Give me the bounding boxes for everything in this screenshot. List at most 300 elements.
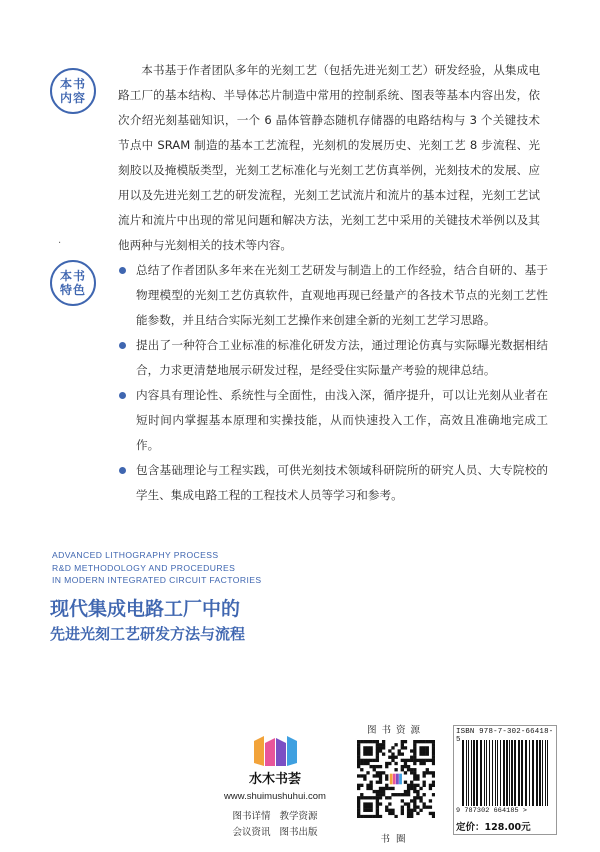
qr-module [391, 746, 394, 749]
qr-module [394, 743, 397, 746]
qr-module [379, 777, 382, 780]
qr-module [404, 762, 407, 765]
qr-module [398, 752, 401, 755]
barcode-bar [539, 740, 541, 806]
qr-module [379, 774, 382, 777]
barcode-bar [497, 740, 498, 806]
barcode-digits: 9 787302 664185 > [456, 807, 528, 815]
qr-module [379, 802, 382, 805]
qr-module [369, 749, 372, 752]
features-badge-line1: 本书 [59, 269, 86, 283]
qr-module [376, 793, 379, 796]
qr-module [369, 752, 372, 755]
qr-module [382, 740, 385, 743]
qr-module [401, 740, 404, 743]
qr-module [419, 796, 422, 799]
qr-module [363, 806, 366, 809]
qr-module [385, 774, 388, 777]
qr-module [357, 784, 360, 787]
qr-module [379, 815, 382, 818]
qr-module [357, 749, 360, 752]
qr-module [426, 746, 429, 749]
barcode-bar [536, 740, 538, 806]
barcode-bar [514, 740, 516, 806]
qr-module [432, 771, 435, 774]
qr-module [413, 762, 416, 765]
qr-module [376, 743, 379, 746]
qr-module [391, 752, 394, 755]
qr-module [376, 752, 379, 755]
barcode-bar [532, 740, 534, 806]
barcode-bar [529, 740, 530, 806]
qr-module [379, 796, 382, 799]
qr-module [407, 759, 410, 762]
qr-module [373, 774, 376, 777]
qr-module [373, 815, 376, 818]
barcode-bar [542, 740, 543, 806]
qr-module [369, 765, 372, 768]
qr-module [376, 746, 379, 749]
qr-module [376, 799, 379, 802]
qr-module [366, 752, 369, 755]
qr-module [376, 774, 379, 777]
qr-module [357, 752, 360, 755]
qr-module [413, 796, 416, 799]
qr-module [366, 759, 369, 762]
qr-module [369, 759, 372, 762]
publisher-url[interactable]: www.shuimushuhui.com [224, 791, 326, 802]
qr-module [404, 746, 407, 749]
qr-module [357, 759, 360, 762]
qr-module [363, 809, 366, 812]
qr-module [366, 762, 369, 765]
qr-module [416, 812, 419, 815]
qr-module [357, 802, 360, 805]
qr-module [376, 756, 379, 759]
qr-module [379, 787, 382, 790]
qr-module [432, 746, 435, 749]
qr-module [382, 790, 385, 793]
qr-module [432, 774, 435, 777]
qr-module [429, 812, 432, 815]
qr-module [404, 793, 407, 796]
barcode-bar [503, 740, 505, 806]
qr-module [366, 746, 369, 749]
content-badge-line2: 内容 [59, 91, 86, 105]
qr-module [360, 768, 363, 771]
qr-module [363, 777, 366, 780]
qr-module [429, 784, 432, 787]
logo-block-2 [265, 738, 275, 766]
qr-module [357, 799, 360, 802]
qr-module [376, 749, 379, 752]
barcode-bar [476, 740, 478, 806]
qr-module [385, 762, 388, 765]
qr-module [357, 796, 360, 799]
qr-module [357, 765, 360, 768]
qr-module [363, 762, 366, 765]
isbn-label: ISBN 978-7-302-66418-5 [456, 728, 554, 744]
qr-module [363, 774, 366, 777]
qr-module [373, 796, 376, 799]
qr-module [357, 740, 360, 743]
qr-module [369, 781, 372, 784]
qr-module [369, 784, 372, 787]
barcode-bar [547, 740, 548, 806]
barcode-bar [521, 740, 523, 806]
qr-module [423, 759, 426, 762]
qr-module [423, 771, 426, 774]
qr-module [413, 743, 416, 746]
qr-module [385, 784, 388, 787]
qr-module [382, 787, 385, 790]
qr-module [432, 762, 435, 765]
qr-module [369, 796, 372, 799]
qr-module [391, 812, 394, 815]
qr-module [423, 806, 426, 809]
qr-module [410, 771, 413, 774]
qr-module [419, 752, 422, 755]
barcode-bar [500, 740, 501, 806]
qr-module [416, 740, 419, 743]
qr-module [376, 790, 379, 793]
qr-module [388, 787, 391, 790]
barcode-bar [509, 740, 510, 806]
qr-module [419, 746, 422, 749]
qr-module [388, 802, 391, 805]
qr-module [385, 777, 388, 780]
qr-module [379, 781, 382, 784]
qr-module [379, 749, 382, 752]
qr-module [379, 793, 382, 796]
qr-module [369, 787, 372, 790]
qr-module [429, 787, 432, 790]
qr-module [413, 752, 416, 755]
qr-module [423, 793, 426, 796]
qr-module [416, 796, 419, 799]
qr-module [426, 771, 429, 774]
barcode-bar [473, 740, 475, 806]
qr-module [391, 756, 394, 759]
qr-module [360, 796, 363, 799]
qr-module [373, 759, 376, 762]
qr-module [401, 806, 404, 809]
qr-module [432, 756, 435, 759]
qr-module [410, 749, 413, 752]
qr-module [407, 806, 410, 809]
qr-module [432, 793, 435, 796]
feature-list [118, 258, 548, 508]
qr-module [423, 746, 426, 749]
qr-center-logo-bar [396, 774, 399, 785]
qr-module [382, 746, 385, 749]
qr-module [360, 759, 363, 762]
qr-module [413, 759, 416, 762]
qr-module [369, 746, 372, 749]
qr-module [429, 799, 432, 802]
qr-module [419, 740, 422, 743]
qr-module [366, 796, 369, 799]
qr-center-logo-bar [393, 774, 396, 785]
qr-module [401, 793, 404, 796]
barcode-bar [518, 740, 520, 806]
qr-module [423, 781, 426, 784]
qr-module [373, 740, 376, 743]
qr-module [419, 799, 422, 802]
qr-module [394, 756, 397, 759]
barcode-bar [462, 740, 464, 806]
qr-module [432, 759, 435, 762]
qr-module [416, 777, 419, 780]
qr-module [363, 749, 366, 752]
qr-module [432, 784, 435, 787]
qr-module [369, 809, 372, 812]
barcode-bar [484, 740, 485, 806]
qr-module [376, 771, 379, 774]
qr-module [413, 806, 416, 809]
qr-module [379, 743, 382, 746]
qr-module [379, 790, 382, 793]
publisher-logo-icon [250, 733, 300, 769]
qr-module [357, 806, 360, 809]
qr-module [410, 815, 413, 818]
qr-module [432, 812, 435, 815]
qr-module [360, 740, 363, 743]
isbn-barcode-box [453, 725, 557, 835]
qr-module [432, 752, 435, 755]
qr-module [376, 806, 379, 809]
qr-module [419, 759, 422, 762]
qr-module [382, 771, 385, 774]
qr-module [423, 774, 426, 777]
qr-module [391, 793, 394, 796]
qr-module [360, 762, 363, 765]
qr-module [432, 740, 435, 743]
qr-module [366, 771, 369, 774]
qr-module [407, 784, 410, 787]
qr-module [426, 806, 429, 809]
publisher-links-row: 会议资讯 图书出版 [232, 827, 318, 838]
qr-module [419, 749, 422, 752]
qr-module [407, 809, 410, 812]
qr-module [363, 746, 366, 749]
english-title [52, 549, 262, 587]
qr-module [394, 762, 397, 765]
qr-module [366, 815, 369, 818]
qr-module [413, 784, 416, 787]
qr-module [379, 765, 382, 768]
qr-module [360, 784, 363, 787]
feature-item: 提出了一种符合工业标准的标准化研发方法，通过理论仿真与实际曝光数据相结合，力求更清楚地展示研发过程，是经受住实际量产考验的规律总结。 [118, 333, 548, 383]
qr-module [388, 812, 391, 815]
qr-module [382, 752, 385, 755]
qr-module [401, 768, 404, 771]
qr-module [369, 815, 372, 818]
qr-module [363, 740, 366, 743]
qr-module [416, 806, 419, 809]
qr-module [416, 759, 419, 762]
qr-module [429, 740, 432, 743]
qr-module [429, 771, 432, 774]
qr-module [429, 806, 432, 809]
qr-module [413, 802, 416, 805]
barcode-bar [511, 740, 513, 806]
qr-module [423, 784, 426, 787]
qr-module [391, 787, 394, 790]
qr-module [404, 790, 407, 793]
qr-module [401, 765, 404, 768]
qr-module [413, 787, 416, 790]
qr-module [376, 796, 379, 799]
intro-paragraph: 本书基于作者团队多年的光刻工艺（包括先进光刻工艺）研发经验，从集成电路工厂的基本结构、半导体芯片制造中常用的控制系统、图表等基本内容出发，依次介绍光刻基础知识，一个 6 晶体管静态随机存储器的电路结构与 3 个关键技术节点中 SRAM 制造的基本工艺流程，光刻机的发展历史、光刻工艺 8 步流程、光刻胶以及掩模版类型，光刻工艺标准化与光刻工艺仿真举例，光刻技术的发展、应用以及先进光刻工艺的研发流程，光刻工艺试流片和流片的基本过程，光刻工艺试流片和流片中出现的常见问题和解决方法，光刻工艺中采用的关键技术举例以及其他两种与光刻相关的技术等内容。 [118, 63, 540, 252]
qr-module [388, 756, 391, 759]
qr-module [413, 768, 416, 771]
qr-module [407, 790, 410, 793]
qr-module [413, 790, 416, 793]
qr-module [373, 768, 376, 771]
qr-module [407, 815, 410, 818]
qr-module [376, 740, 379, 743]
logo-block-1 [254, 736, 264, 766]
qr-module [413, 809, 416, 812]
qr-module [419, 787, 422, 790]
qr-module [366, 784, 369, 787]
qr-module [404, 759, 407, 762]
features-badge-line2: 特色 [59, 283, 86, 297]
qr-module [385, 787, 388, 790]
qr-module [423, 749, 426, 752]
qr-module [357, 762, 360, 765]
barcode-bar [506, 740, 508, 806]
qr-module [360, 793, 363, 796]
qr-module [426, 759, 429, 762]
qr-module [426, 749, 429, 752]
qr-module [419, 809, 422, 812]
qr-module [407, 765, 410, 768]
qr-module [366, 809, 369, 812]
content-badge [50, 68, 96, 114]
qr-module [401, 799, 404, 802]
barcode-bar [492, 740, 493, 806]
qr-module [410, 768, 413, 771]
qr-module [419, 762, 422, 765]
qr-module [413, 774, 416, 777]
qr-module [366, 749, 369, 752]
qr-module [432, 781, 435, 784]
qr-center-logo-bar [399, 774, 402, 785]
qr-module [426, 768, 429, 771]
qr-module [413, 756, 416, 759]
qr-module [379, 771, 382, 774]
barcode-bar [495, 740, 496, 806]
feature-item: 总结了作者团队多年来在光刻工艺研发与制造上的工作经验，结合自研的、基于物理模型的光刻工艺仿真软件，直观地再现已经量产的各技术节点的光刻工艺性能参数，并且结合实际光刻工艺操作来创建全新的光刻工艺学习思路。 [118, 258, 548, 333]
qr-module [360, 815, 363, 818]
qr-module [385, 796, 388, 799]
barcode-bar [471, 740, 472, 806]
qr-module [366, 740, 369, 743]
qr-module [363, 802, 366, 805]
qr-title: 图书资源 [366, 725, 425, 736]
qr-module [407, 812, 410, 815]
qr-module [394, 768, 397, 771]
qr-module [410, 812, 413, 815]
qr-module [404, 781, 407, 784]
barcode-bar [486, 740, 487, 806]
qr-module [385, 806, 388, 809]
content-badge-line1: 本书 [59, 77, 86, 91]
english-title-line: IN MODERN INTEGRATED CIRCUIT FACTORIES [52, 575, 262, 585]
english-title-line: ADVANCED LITHOGRAPHY PROCESS [52, 550, 219, 560]
qr-module [407, 802, 410, 805]
qr-module [413, 799, 416, 802]
qr-module [363, 796, 366, 799]
price-label: 定价：128.00元 [456, 822, 531, 833]
qr-module [407, 768, 410, 771]
qr-module [357, 756, 360, 759]
qr-module [394, 793, 397, 796]
qr-module [357, 787, 360, 790]
qr-module [410, 784, 413, 787]
qr-module [382, 743, 385, 746]
qr-module [426, 752, 429, 755]
qr-module [376, 802, 379, 805]
qr-module [410, 781, 413, 784]
qr-module [376, 759, 379, 762]
qr-module [413, 777, 416, 780]
english-title-line: R&D METHODOLOGY AND PROCEDURES [52, 562, 236, 573]
qr-module [398, 793, 401, 796]
barcode-bar [545, 740, 546, 806]
barcode-bar [480, 740, 482, 806]
qr-module [376, 815, 379, 818]
barcode-bar [466, 740, 467, 806]
qr-module [410, 756, 413, 759]
qr-caption: 书圈 [380, 834, 412, 845]
qr-module [357, 815, 360, 818]
qr-module [369, 806, 372, 809]
qr-module [407, 787, 410, 790]
qr-module [376, 809, 379, 812]
qr-module [413, 740, 416, 743]
qr-module [388, 749, 391, 752]
barcode-bar [468, 740, 469, 806]
qr-module [432, 743, 435, 746]
qr-module [423, 740, 426, 743]
publisher-name: 水木书荟 [248, 772, 301, 787]
qr-module [357, 809, 360, 812]
barcode-bar [525, 740, 527, 806]
qr-module [404, 771, 407, 774]
qr-module [388, 809, 391, 812]
qr-module [413, 749, 416, 752]
barcode-bar [489, 740, 490, 806]
qr-module [366, 806, 369, 809]
qr-module [373, 765, 376, 768]
qr-module [382, 793, 385, 796]
qr-module [410, 787, 413, 790]
qr-module [401, 809, 404, 812]
qr-module [423, 762, 426, 765]
qr-module [401, 752, 404, 755]
qr-module [413, 746, 416, 749]
qr-code-icon [357, 740, 435, 818]
book-title: 现代集成电路工厂中的 [50, 598, 241, 620]
logo-block-4 [287, 736, 297, 766]
qr-module [373, 790, 376, 793]
qr-module [388, 762, 391, 765]
qr-module [363, 815, 366, 818]
qr-module [404, 802, 407, 805]
